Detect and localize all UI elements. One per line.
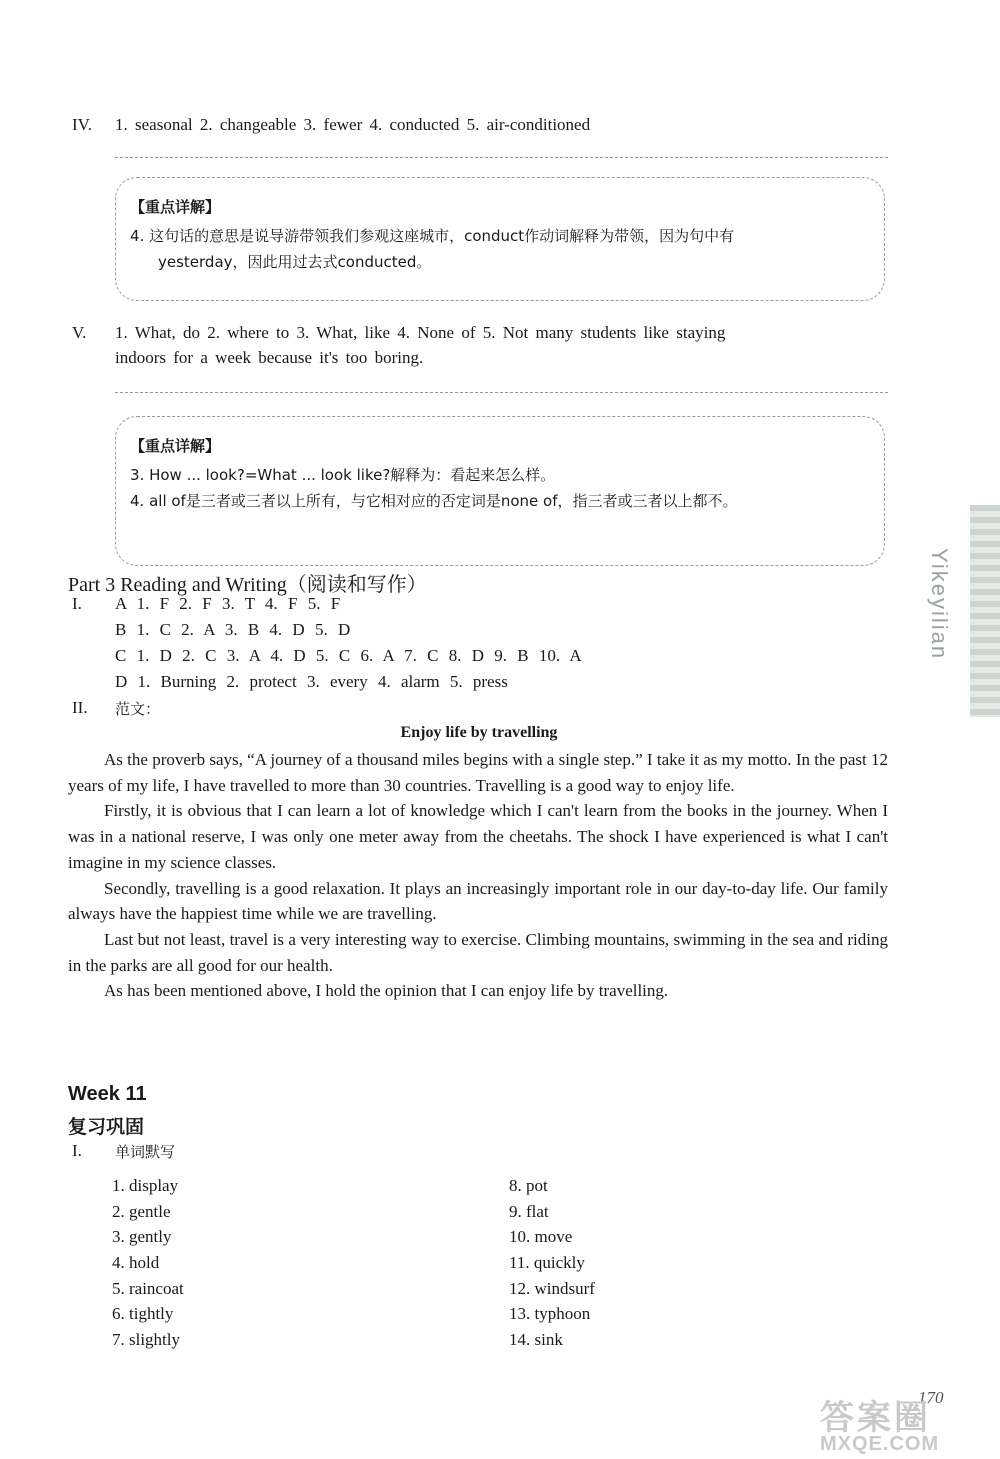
divider	[115, 392, 888, 393]
side-watermark: Yikeyilian	[927, 548, 952, 661]
word-item: 3. gently	[112, 1227, 172, 1246]
divider	[115, 157, 888, 158]
essay-paragraph: As the proverb says, “A journey of a thousand miles begins with a single step.” I take it as my motto. In the past 12 years of my life, I have travelled to more than 30 countries. Travelling is a good way to enjoy life.	[68, 750, 888, 795]
side-tab-decoration	[970, 505, 1000, 717]
word-item: 6. tightly	[112, 1304, 174, 1323]
part3-roman1: I.	[72, 594, 82, 613]
answer-row: B 1. C 2. A 3. B 4. D 5. D	[115, 620, 351, 639]
word-item: 13. typhoon	[509, 1304, 591, 1323]
word-item: 4. hold	[112, 1253, 160, 1272]
note-line: yesterday，因此用过去式conducted。	[158, 253, 432, 271]
part3-heading: Part 3 Reading and Writing（阅读和写作）	[68, 574, 427, 596]
section4-answers: 1. seasonal 2. changeable 3. fewer 4. conducted 5. air-conditioned	[115, 115, 591, 134]
essay-paragraph: Secondly, travelling is a good relaxation. It plays an increasingly important role in our day-to-day life. Our family always have the happiest time while we are travelling.	[68, 878, 888, 924]
note-title: 【重点详解】	[130, 437, 221, 455]
word-item: 5. raincoat	[112, 1279, 184, 1298]
section5-label: V.	[72, 323, 87, 342]
essay-paragraph: As has been mentioned above, I hold the opinion that I can enjoy life by travelling.	[104, 981, 669, 1001]
note-title: 【重点详解】	[130, 198, 221, 216]
section5-answers-line2: indoors for a week because it's too boring.	[115, 348, 424, 367]
word-item: 14. sink	[509, 1330, 563, 1349]
week-label: 单词默写	[115, 1143, 176, 1161]
section4-label: IV.	[72, 115, 92, 134]
watermark-line2: MXQE.COM	[820, 1433, 940, 1455]
word-item: 9. flat	[509, 1202, 549, 1221]
page-number: 170	[918, 1388, 944, 1407]
word-item: 1. display	[112, 1176, 179, 1195]
note-line: 3. How ... look?=What ... look like?解释为：看起来怎么样。	[130, 466, 556, 484]
watermark-line1: 答案圈	[820, 1399, 931, 1437]
word-item: 11. quickly	[509, 1253, 585, 1272]
essay-paragraph: Last but not least, travel is a very interesting way to exercise. Climbing mountains, swimming in the sea and riding in the parks are all good for our health.	[68, 929, 888, 975]
section5-answers-line1: 1. What, do 2. where to 3. What, like 4. None of 5. Not many students like staying	[115, 323, 726, 342]
word-item: 8. pot	[509, 1176, 548, 1195]
note-line: 4. all of是三者或三者以上所有，与它相对应的否定词是none of，指三者或三者以上都不。	[130, 492, 738, 510]
week-roman: I.	[72, 1141, 82, 1160]
note-box-4	[115, 177, 885, 301]
essay-title: Enjoy life by travelling	[400, 724, 558, 741]
word-item: 10. move	[509, 1227, 573, 1246]
word-item: 12. windsurf	[509, 1279, 595, 1298]
answer-row: A 1. F 2. F 3. T 4. F 5. F	[115, 594, 341, 613]
note-line: 4. 这句话的意思是说导游带领我们参观这座城市，conduct作动词解释为带领，因为句中有	[130, 227, 735, 245]
essay-body	[68, 747, 888, 1004]
word-item: 7. slightly	[112, 1330, 181, 1349]
week-subtitle: 复习巩固	[68, 1116, 145, 1138]
sample-label: 范文：	[115, 700, 161, 718]
essay-paragraph: Firstly, it is obvious that I can learn a lot of knowledge which I can't learn from the books in the journey. When I was in a national reserve, I was only one meter away from the cheetahs. The shock I have experienced is what I can't imagine in my science classes.	[68, 801, 888, 872]
part3-roman2: II.	[72, 698, 88, 717]
word-item: 2. gentle	[112, 1202, 171, 1221]
watermark-logo	[820, 1390, 990, 1455]
note-box-5	[115, 416, 885, 566]
week-title: Week 11	[68, 1083, 147, 1105]
answer-row: C 1. D 2. C 3. A 4. D 5. C 6. A 7. C 8. D 9. B 10. A	[115, 646, 582, 665]
answer-row: D 1. Burning 2. protect 3. every 4. alarm 5. press	[115, 672, 508, 691]
